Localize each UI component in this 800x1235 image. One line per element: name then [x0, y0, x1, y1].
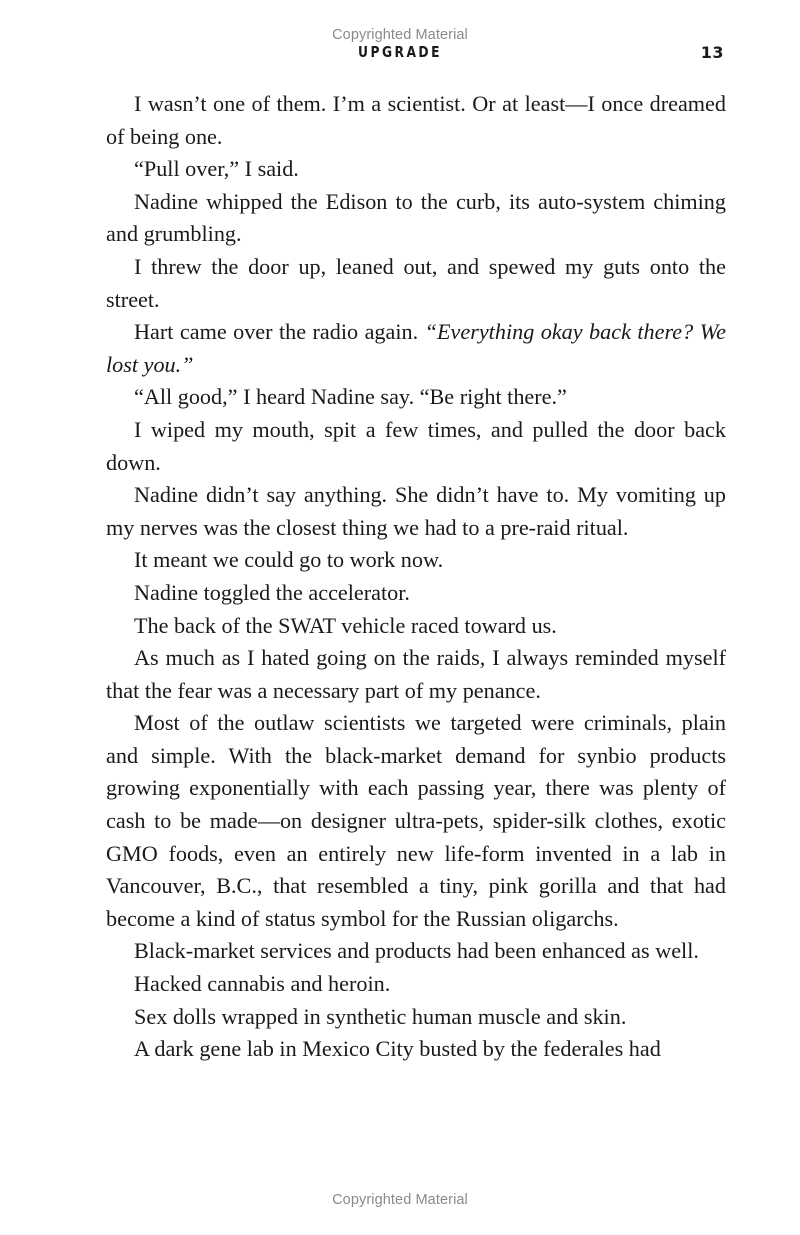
paragraph: Nadine whipped the Edison to the curb, its auto-system chiming and grumbling. [106, 188, 726, 247]
paragraph-lead-text: Hart came over the radio again. [134, 319, 425, 345]
italic-dialogue: “Everything okay back there? We lost you.” [106, 319, 726, 377]
paragraph: Nadine toggled the accelerator. [134, 579, 410, 605]
paragraph: I wasn’t one of them. I’m a scientist. Or at least—I once dreamed of being one. [106, 91, 726, 149]
copyright-watermark-top: Copyrighted Material [332, 27, 468, 43]
paragraph-radio-dialogue [106, 316, 726, 381]
body-text [106, 88, 726, 1066]
paragraph: Black-market services and products had been enhanced as well. [134, 938, 699, 964]
paragraph: As much as I hated going on the raids, I always reminded myself that the fear was a necessary part of my penance. [106, 645, 726, 703]
running-head-title: UPGRADE [358, 43, 442, 61]
paragraph: I wiped my mouth, spit a few times, and pulled the door back down. [106, 416, 726, 475]
paragraph: Sex dolls wrapped in synthetic human muscle and skin. [134, 1003, 627, 1029]
paragraph: The back of the SWAT vehicle raced toward us. [134, 612, 557, 638]
paragraph: I threw the door up, leaned out, and spewed my guts onto the street. [106, 253, 726, 312]
paragraph: Nadine didn’t say anything. She didn’t have to. My vomiting up my nerves was the closest thing we had to a pre-raid ritual. [106, 482, 726, 540]
paragraph: Hacked cannabis and heroin. [134, 971, 391, 997]
copyright-watermark-bottom: Copyrighted Material [332, 1192, 468, 1208]
paragraph: Most of the outlaw scientists we targeted were criminals, plain and simple. With the black-market demand for synbio products growing exponentially with each passing year, there was plenty of cash to be made—on designer ultra-pets, spider-silk clothes, exotic GMO foods, even an entirely new life-form invented in a lab in Vancouver, B.C., that resembled a tiny, pink gorilla and that had become a kind of status symbol for the Russian oligarchs. [106, 710, 726, 931]
paragraph: “Pull over,” I said. [134, 156, 299, 182]
paragraph: It meant we could go to work now. [134, 547, 444, 573]
page-number: 13 [700, 43, 724, 62]
paragraph: “All good,” I heard Nadine say. “Be right there.” [134, 384, 567, 410]
paragraph: A dark gene lab in Mexico City busted by the federales had [134, 1036, 661, 1062]
